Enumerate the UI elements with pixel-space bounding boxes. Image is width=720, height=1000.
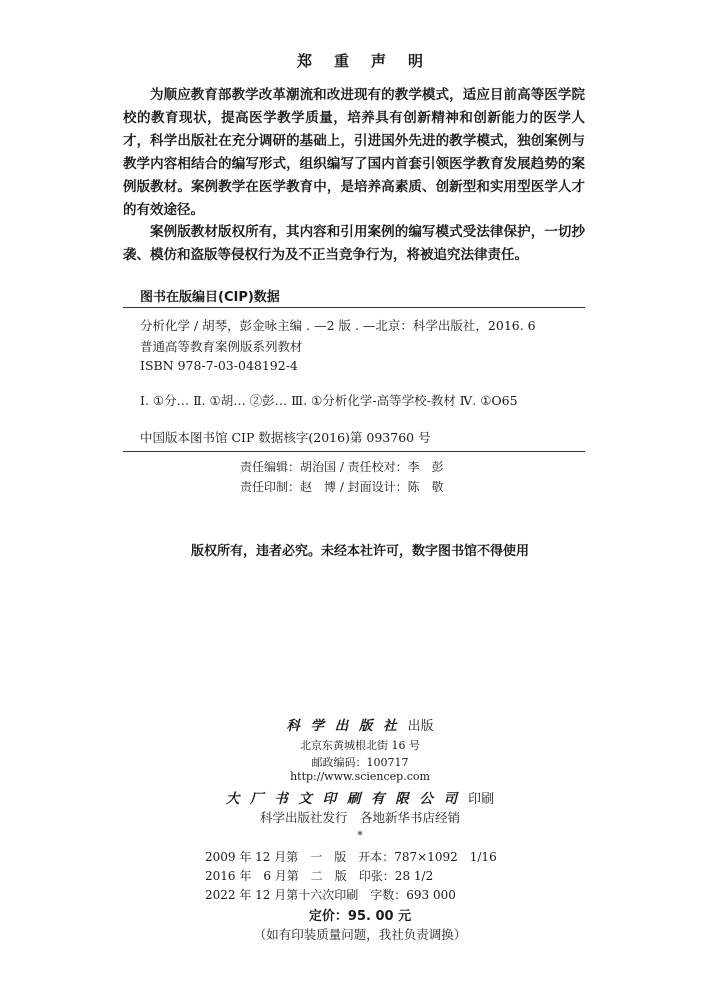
rights-notice: 版权所有，违者必究。未经本社许可，数字图书馆不得使用 xyxy=(190,544,529,559)
cip-series-line: 普通高等教育案例版系列教材 xyxy=(140,339,303,354)
cip-classification-line: Ⅰ. ①分… Ⅱ. ①胡… ②彭… Ⅲ. ①分析化学-高等学校-教材 Ⅳ. ①O65 xyxy=(140,393,518,408)
edition-line-2: 2016 年 6 月第 二 版 印张：28 1/2 xyxy=(205,869,434,883)
edition-line-3: 2022 年 12 月第十六次印刷 字数：693 000 xyxy=(205,888,456,902)
cip-top-rule xyxy=(123,307,585,308)
cip-record-number: 中国版本图书馆 CIP 数据核字(2016)第 093760 号 xyxy=(140,430,431,445)
publisher-name: 科 学 出 版 社 xyxy=(286,718,400,734)
printer-line xyxy=(0,787,720,807)
publisher-postcode: 邮政编码：100717 xyxy=(311,756,409,769)
page-title: 郑重声明 xyxy=(296,52,445,70)
printer-role: 印刷 xyxy=(468,792,495,807)
staff-line-editors: 责任编辑：胡治国 / 责任校对：李 彭 xyxy=(240,460,444,474)
exchange-note: （如有印装质量问题，我社负责调换） xyxy=(253,927,467,942)
publisher-line xyxy=(0,714,720,734)
statement-paragraph-1: 为顺应教育部教学改革潮流和改进现有的教学模式，适应目前高等医学院校的教育现状，提高医学教学质量，培养具有创新精神和创新能力的医学人才，科学出版社在充分调研的基础上，引进国外先进的教学模式，独创案例与教学内容相结合的编写形式，组织编写了国内首套引领医学教育发展趋势的案例版教材。案例教学在医学教育中，是培养高素质、创新型和实用型医学人才的有效途径。 xyxy=(123,87,585,218)
staff-line-production: 责任印制：赵 博 / 封面设计：陈 敬 xyxy=(240,480,444,494)
statement-paragraph-2: 案例版教材版权所有，其内容和引用案例的编写模式受法律保护，一切抄袭、模仿和盗版等侵权行为及不正当竞争行为，将被追究法律责任。 xyxy=(123,224,585,263)
price: 定价：95. 00 元 xyxy=(308,909,412,924)
distribution-line: 科学出版社发行 各地新华书店经销 xyxy=(259,810,460,825)
cip-catalog-line: 分析化学 / 胡琴，彭金咏主编 . —2 版 . —北京：科学出版社，2016. 6 xyxy=(140,318,536,333)
cip-isbn-line: ISBN 978-7-03-048192-4 xyxy=(140,358,298,373)
separator-asterisk: * xyxy=(357,829,363,842)
edition-line-1: 2009 年 12 月第 一 版 开本：787×1092 1/16 xyxy=(205,850,497,864)
cip-heading: 图书在版编目(CIP)数据 xyxy=(140,290,280,305)
publisher-url: http://www.sciencep.com xyxy=(290,770,430,783)
publisher-address: 北京东黄城根北街 16 号 xyxy=(300,739,420,752)
publisher-role: 出版 xyxy=(407,719,434,734)
printer-name: 大 厂 书 文 印 刷 有 限 公 司 xyxy=(225,791,461,807)
cip-bottom-rule xyxy=(123,451,585,452)
